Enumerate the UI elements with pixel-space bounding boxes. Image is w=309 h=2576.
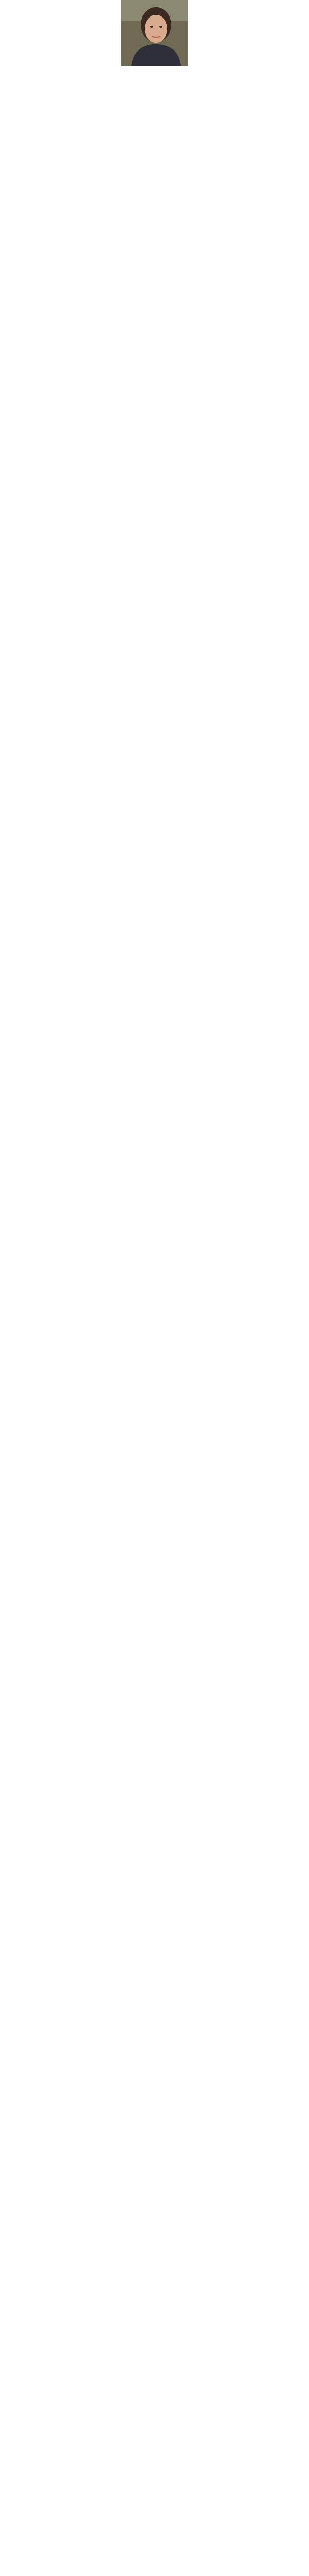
narration-paragraph <box>3 1683 306 1710</box>
dialogue-line <box>3 1748 306 1761</box>
dialogue-line <box>3 2514 306 2528</box>
dialogue-line <box>3 1731 306 1744</box>
narration-paragraph <box>3 1324 306 1350</box>
dialogue-line <box>3 163 306 177</box>
narration-paragraph <box>3 1585 306 1612</box>
dialogue-line <box>3 1829 306 1842</box>
dialogue-line <box>3 2385 306 2399</box>
dialogue-line <box>3 455 306 468</box>
narration-paragraph <box>3 784 306 811</box>
portrait-photo <box>121 0 188 66</box>
dialogue-line <box>3 1127 306 1140</box>
dialogue-line <box>3 1893 306 1907</box>
narration-paragraph <box>3 1765 306 1791</box>
narration-paragraph <box>3 1405 306 1432</box>
dialogue-line <box>3 2073 306 2087</box>
narration-paragraph <box>3 2304 306 2331</box>
dialogue-line <box>3 635 306 648</box>
dialogue-line <box>3 716 306 730</box>
dialogue-line <box>3 1388 306 1401</box>
narration-paragraph <box>3 686 306 713</box>
dialogue-line <box>3 1910 306 1924</box>
dialogue-line <box>3 374 306 387</box>
narration-paragraph <box>3 103 306 129</box>
dialogue-line <box>3 1452 306 1466</box>
dialogue-line <box>3 913 306 926</box>
dialogue-line <box>3 947 306 960</box>
dialogue-line <box>3 2565 306 2576</box>
dialogue-line <box>3 587 306 601</box>
dialogue-line <box>3 2206 306 2219</box>
dialogue-line <box>3 849 306 862</box>
narration-paragraph <box>3 506 306 533</box>
dialogue-line <box>3 570 306 584</box>
narration-paragraph <box>3 2124 306 2151</box>
dialogue-line <box>3 1110 306 1123</box>
narration-paragraph <box>3 133 306 160</box>
dialogue-line <box>3 930 306 943</box>
dialogue-line <box>3 472 306 485</box>
dialogue-line <box>3 994 306 1008</box>
dialogue-line <box>3 2351 306 2365</box>
dialogue-line <box>3 2368 306 2382</box>
dialogue-line <box>3 1992 306 2005</box>
narration-paragraph <box>3 1045 306 1072</box>
dialogue-line <box>3 1551 306 1564</box>
dialogue-line <box>3 228 306 241</box>
dialogue-line <box>3 2172 306 2185</box>
narration-paragraph <box>3 2402 306 2429</box>
narration-paragraph <box>3 2043 306 2070</box>
dialogue-line <box>3 896 306 909</box>
dialogue-line <box>3 536 306 550</box>
narration-paragraph <box>3 2223 306 2249</box>
dialogue-line <box>3 669 306 682</box>
dialogue-line <box>3 1649 306 1663</box>
dialogue-line <box>3 1469 306 1483</box>
dialogue-line <box>3 408 306 421</box>
narration-paragraph <box>3 866 306 892</box>
dialogue-line <box>3 1615 306 1629</box>
narration-paragraph <box>3 180 306 207</box>
narration-paragraph <box>3 1944 306 1971</box>
dialogue-line <box>3 1093 306 1106</box>
narration-paragraph <box>3 1503 306 1530</box>
dialogue-line <box>3 275 306 289</box>
dialogue-line <box>3 2467 306 2480</box>
dialogue-line <box>3 1486 306 1500</box>
dialogue-line <box>3 750 306 764</box>
narration-paragraph <box>3 72 306 99</box>
dialogue-line <box>3 489 306 502</box>
dialogue-line <box>3 1568 306 1581</box>
dialogue-line <box>3 832 306 845</box>
dialogue-line <box>3 1534 306 1547</box>
dialogue-line <box>3 1208 306 1222</box>
dialogue-line <box>3 1632 306 1646</box>
dialogue-line <box>3 357 306 370</box>
narration-paragraph <box>3 2484 306 2511</box>
dialogue-line <box>3 2334 306 2348</box>
dialogue-line <box>3 1371 306 1384</box>
dialogue-line <box>3 2270 306 2283</box>
dialogue-line <box>3 733 306 747</box>
article-body <box>3 66 306 2576</box>
narration-paragraph <box>3 326 306 353</box>
narration-paragraph <box>3 964 306 991</box>
dialogue-line <box>3 652 306 665</box>
narration-paragraph <box>3 604 306 631</box>
dialogue-line <box>3 2531 306 2545</box>
dialogue-line <box>3 2026 306 2039</box>
dialogue-line <box>3 1076 306 1089</box>
dialogue-line <box>3 1846 306 1859</box>
dialogue-line <box>3 1011 306 1025</box>
dialogue-line <box>3 211 306 224</box>
dialogue-line <box>3 1812 306 1825</box>
dialogue-line <box>3 391 306 404</box>
dialogue-line <box>3 2107 306 2121</box>
dialogue-line <box>3 1191 306 1205</box>
dialogue-line <box>3 1435 306 1449</box>
dialogue-line <box>3 815 306 828</box>
dialogue-line <box>3 2009 306 2022</box>
dialogue-line <box>3 1666 306 1680</box>
dialogue-line <box>3 309 306 323</box>
dialogue-line <box>3 1354 306 1367</box>
dialogue-line <box>3 1256 306 1269</box>
dialogue-line <box>3 1028 306 1042</box>
dialogue-line <box>3 2433 306 2446</box>
dialogue-line <box>3 1174 306 1188</box>
dialogue-line <box>3 2548 306 2562</box>
dialogue-line <box>3 2450 306 2463</box>
dialogue-line <box>3 767 306 781</box>
portrait-image <box>121 0 188 66</box>
dialogue-line <box>3 1273 306 1286</box>
dialogue-line <box>3 1307 306 1320</box>
dialogue-line <box>3 1927 306 1941</box>
dialogue-line <box>3 1714 306 1727</box>
dialogue-line <box>3 2155 306 2168</box>
narration-paragraph <box>3 425 306 451</box>
dialogue-line <box>3 1290 306 1303</box>
narration-paragraph <box>3 1144 306 1171</box>
dialogue-line <box>3 2287 306 2300</box>
dialogue-line <box>3 292 306 306</box>
narration-paragraph <box>3 245 306 272</box>
dialogue-line <box>3 553 306 567</box>
dialogue-line <box>3 2253 306 2266</box>
dialogue-line <box>3 2189 306 2202</box>
dialogue-line <box>3 1795 306 1808</box>
narration-paragraph <box>3 1225 306 1252</box>
dialogue-line <box>3 2090 306 2104</box>
dialogue-line <box>3 1975 306 1988</box>
narration-paragraph <box>3 1863 306 1890</box>
